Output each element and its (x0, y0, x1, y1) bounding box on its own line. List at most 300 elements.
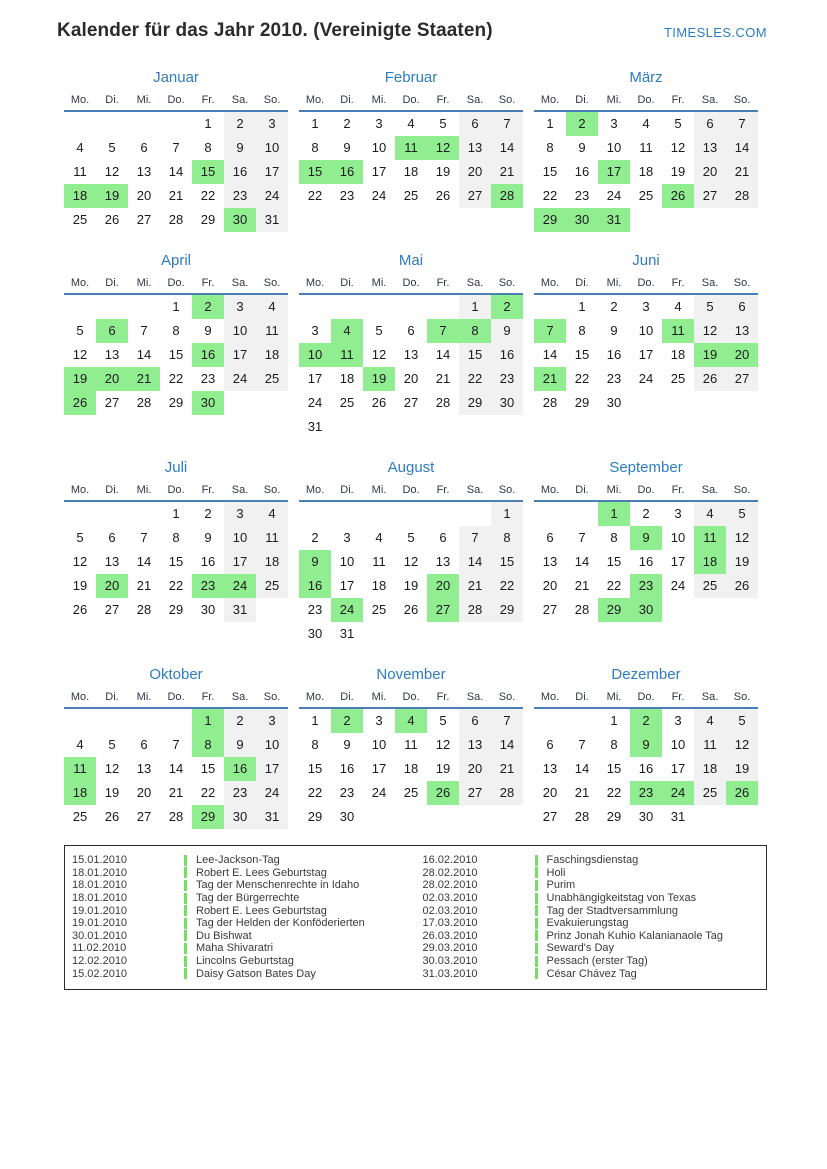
day-cell: 29 (192, 805, 224, 829)
day-cell: 27 (726, 367, 758, 391)
day-cell: 6 (546, 530, 554, 545)
day-cell: 18 (694, 757, 726, 781)
day-cell: 10 (670, 530, 686, 545)
week-row (64, 781, 288, 805)
day-cell: 25 (256, 574, 288, 598)
legend-row (416, 955, 767, 968)
day-cell: 29 (307, 809, 323, 824)
day-cell: 6 (726, 295, 758, 319)
day-cell: 19 (435, 164, 451, 179)
week-row (299, 160, 523, 184)
day-cell: 22 (307, 188, 323, 203)
day-cell: 4 (395, 709, 427, 733)
weekday-header: Mi. (136, 94, 152, 106)
day-cell: 2 (491, 295, 523, 319)
day-cell: 31 (256, 805, 288, 829)
month-title: Juni (632, 252, 660, 269)
day-cell: 7 (726, 112, 758, 136)
weekday-header: Mi. (136, 484, 152, 496)
weekday-header-row (64, 277, 288, 295)
month-calendar (534, 252, 758, 439)
legend-holiday-name: Maha Shivaratri (196, 942, 274, 955)
day-cell: 2 (331, 709, 363, 733)
day-cell: 14 (168, 761, 184, 776)
weekday-header: Fr. (436, 691, 450, 703)
weekday-header: So. (498, 277, 516, 289)
day-cell: 22 (307, 785, 323, 800)
day-cell: 5 (108, 737, 116, 752)
day-cell: 10 (339, 554, 355, 569)
day-cell: 3 (674, 713, 682, 728)
day-cell: 22 (168, 371, 184, 386)
day-cell: 8 (610, 530, 618, 545)
weekday-header: Mi. (371, 94, 387, 106)
weekday-header: Mo. (305, 277, 325, 289)
day-cell: 17 (670, 554, 686, 569)
day-cell-empty (427, 502, 459, 526)
weekday-header: Mo. (70, 277, 90, 289)
day-cell: 24 (224, 367, 256, 391)
day-cell: 3 (610, 116, 618, 131)
day-cell: 20 (96, 367, 128, 391)
day-cell: 19 (670, 164, 686, 179)
legend-holiday-name: Evakuierungstag (546, 917, 629, 930)
legend-row (65, 955, 416, 968)
day-cell: 4 (76, 140, 84, 155)
week-row (534, 733, 758, 757)
week-row (299, 781, 523, 805)
day-cell: 27 (136, 212, 152, 227)
day-cell: 23 (606, 371, 622, 386)
day-cell: 20 (542, 785, 558, 800)
day-cell: 14 (491, 733, 523, 757)
day-cell: 6 (439, 530, 447, 545)
day-cell: 30 (339, 809, 355, 824)
day-cell: 7 (491, 709, 523, 733)
day-cell: 14 (726, 136, 758, 160)
day-cell: 7 (172, 737, 180, 752)
day-cell: 11 (372, 554, 386, 569)
day-cell: 30 (630, 598, 662, 622)
day-cell: 1 (578, 299, 586, 314)
day-cell-empty (694, 391, 726, 415)
day-cell: 8 (578, 323, 586, 338)
day-cell: 4 (256, 502, 288, 526)
day-cell: 2 (204, 506, 212, 521)
day-cell: 26 (662, 184, 694, 208)
weekday-header: Do. (167, 484, 185, 496)
day-cell: 10 (224, 319, 256, 343)
day-cell: 17 (371, 761, 387, 776)
day-cell: 17 (256, 757, 288, 781)
day-cell: 9 (224, 136, 256, 160)
day-cell: 14 (435, 347, 451, 362)
week-row (299, 184, 523, 208)
day-cell: 5 (76, 530, 84, 545)
weekday-header: So. (498, 484, 516, 496)
month-calendar (534, 459, 758, 646)
day-cell-empty (160, 112, 192, 136)
holiday-marker-icon (184, 893, 187, 904)
day-cell: 16 (331, 160, 363, 184)
legend-date: 17.03.2010 (422, 917, 478, 930)
week-row (64, 367, 288, 391)
day-cell: 4 (375, 530, 383, 545)
day-cell: 29 (606, 809, 622, 824)
week-row (64, 502, 288, 526)
day-cell: 24 (662, 781, 694, 805)
week-row (534, 574, 758, 598)
day-cell: 21 (574, 785, 590, 800)
day-cell: 11 (256, 319, 288, 343)
week-row (64, 319, 288, 343)
weekday-header: Fr. (201, 277, 215, 289)
day-cell: 4 (694, 709, 726, 733)
day-cell: 2 (311, 530, 319, 545)
day-cell-empty (566, 502, 598, 526)
weekday-header: Do. (402, 277, 420, 289)
day-cell-empty (363, 622, 395, 646)
day-cell: 8 (311, 140, 319, 155)
day-cell: 7 (459, 526, 491, 550)
day-cell: 19 (64, 367, 96, 391)
day-cell: 27 (459, 184, 491, 208)
day-cell-empty (459, 622, 491, 646)
weekday-header: Di. (105, 484, 119, 496)
day-cell: 15 (200, 761, 216, 776)
day-cell-empty (96, 295, 128, 319)
day-cell: 16 (299, 574, 331, 598)
day-cell: 28 (491, 184, 523, 208)
day-cell: 10 (224, 526, 256, 550)
day-cell: 17 (339, 578, 355, 593)
day-cell: 9 (343, 737, 351, 752)
day-cell: 15 (168, 554, 184, 569)
month-title: Dezember (611, 666, 681, 683)
legend-holiday-name: Faschingsdienstag (546, 854, 639, 867)
day-cell: 16 (638, 554, 654, 569)
day-cell: 29 (200, 212, 216, 227)
day-cell: 16 (606, 347, 622, 362)
day-cell: 20 (459, 757, 491, 781)
day-cell: 7 (140, 530, 148, 545)
day-cell: 20 (694, 160, 726, 184)
month-calendar (299, 666, 523, 829)
day-cell-empty (726, 208, 758, 232)
day-cell: 8 (172, 530, 180, 545)
day-cell: 23 (224, 184, 256, 208)
day-cell: 7 (140, 323, 148, 338)
weekday-header-row (534, 691, 758, 709)
day-cell: 25 (694, 781, 726, 805)
day-cell: 18 (371, 578, 387, 593)
day-cell-empty (630, 208, 662, 232)
day-cell-empty (363, 415, 395, 439)
day-cell: 15 (459, 343, 491, 367)
legend-row (416, 867, 767, 880)
day-cell: 6 (140, 737, 148, 752)
day-cell: 15 (542, 164, 558, 179)
day-cell: 12 (72, 554, 88, 569)
week-row (299, 526, 523, 550)
day-cell: 13 (459, 136, 491, 160)
weekday-header: So. (733, 484, 751, 496)
day-cell: 23 (339, 785, 355, 800)
day-cell: 8 (172, 323, 180, 338)
day-cell: 3 (256, 112, 288, 136)
day-cell-empty (128, 112, 160, 136)
day-cell-empty (726, 391, 758, 415)
day-cell-empty (395, 622, 427, 646)
legend-holiday-name: Tag der Menschenrechte in Idaho (196, 879, 360, 892)
weekday-header-row (64, 484, 288, 502)
day-cell: 2 (630, 709, 662, 733)
day-cell: 24 (638, 371, 654, 386)
weekday-header: Sa. (701, 484, 719, 496)
day-cell: 8 (311, 737, 319, 752)
day-cell: 22 (168, 578, 184, 593)
day-cell-empty (491, 622, 523, 646)
holiday-marker-icon (184, 867, 187, 878)
week-row (64, 598, 288, 622)
weekday-header: Do. (167, 277, 185, 289)
day-cell-empty (96, 502, 128, 526)
day-cell: 1 (311, 713, 319, 728)
day-cell: 20 (96, 574, 128, 598)
day-cell: 25 (403, 188, 419, 203)
day-cell: 15 (307, 761, 323, 776)
legend-date: 18.01.2010 (72, 879, 128, 892)
day-cell: 20 (542, 578, 558, 593)
day-cell: 10 (256, 136, 288, 160)
legend-holiday-name: Purim (546, 879, 576, 892)
site-logo-link[interactable]: TIMESLES.COM (663, 25, 767, 40)
weekday-header: Do. (637, 94, 655, 106)
day-cell-empty (128, 709, 160, 733)
day-cell: 23 (200, 371, 216, 386)
legend-holiday-name: Robert E. Lees Geburtstag (196, 904, 327, 917)
legend-holiday-name: Pessach (erster Tag) (546, 955, 648, 968)
weekday-header: Di. (340, 277, 354, 289)
month-calendar (299, 252, 523, 439)
legend-row (65, 854, 416, 867)
legend-row (65, 930, 416, 943)
day-cell: 14 (491, 136, 523, 160)
weekday-header-row (534, 277, 758, 295)
day-cell: 12 (371, 347, 387, 362)
day-cell: 6 (694, 112, 726, 136)
day-cell: 4 (674, 299, 682, 314)
day-cell: 26 (104, 809, 120, 824)
weekday-header: Fr. (671, 277, 685, 289)
week-row (64, 391, 288, 415)
day-cell: 14 (136, 347, 152, 362)
week-row (299, 295, 523, 319)
legend-holiday-name: Daisy Gatson Bates Day (196, 967, 316, 980)
day-cell: 10 (638, 323, 654, 338)
day-cell-empty (726, 598, 758, 622)
month-title: Juli (164, 459, 188, 476)
day-cell: 24 (224, 574, 256, 598)
week-row (299, 415, 523, 439)
day-cell: 25 (72, 809, 88, 824)
day-cell: 23 (630, 574, 662, 598)
month-calendar (64, 459, 288, 646)
weekday-header: Fr. (671, 484, 685, 496)
legend-row (416, 942, 767, 955)
weekday-header: Di. (105, 94, 119, 106)
weekday-header: Mo. (540, 484, 560, 496)
day-cell: 1 (172, 299, 180, 314)
day-cell: 1 (204, 116, 212, 131)
day-cell: 3 (224, 295, 256, 319)
day-cell: 10 (371, 140, 387, 155)
day-cell-empty (256, 598, 288, 622)
day-cell: 29 (459, 391, 491, 415)
legend-date: 26.03.2010 (422, 929, 478, 942)
day-cell: 17 (307, 371, 323, 386)
day-cell: 4 (76, 737, 84, 752)
legend-row (65, 892, 416, 905)
legend-date: 28.02.2010 (422, 879, 478, 892)
day-cell: 12 (435, 737, 451, 752)
day-cell-empty (64, 295, 96, 319)
day-cell: 12 (104, 761, 120, 776)
weekday-header: Di. (105, 691, 119, 703)
holiday-legend (64, 845, 767, 990)
day-cell: 19 (726, 550, 758, 574)
weekday-header: Do. (167, 691, 185, 703)
day-cell-empty (694, 208, 726, 232)
holiday-marker-icon (535, 893, 538, 904)
legend-row (416, 892, 767, 905)
day-cell: 18 (64, 184, 96, 208)
weekday-header: Fr. (671, 94, 685, 106)
day-cell: 7 (491, 112, 523, 136)
weekday-header: Sa. (466, 277, 484, 289)
day-cell-empty (491, 415, 523, 439)
day-cell: 13 (104, 554, 120, 569)
day-cell-empty (395, 805, 427, 829)
day-cell: 13 (104, 347, 120, 362)
day-cell-empty (427, 295, 459, 319)
day-cell: 8 (610, 737, 618, 752)
day-cell: 18 (638, 164, 654, 179)
day-cell: 1 (311, 116, 319, 131)
week-row (299, 622, 523, 646)
weekday-header: Do. (637, 691, 655, 703)
day-cell: 11 (694, 526, 726, 550)
day-cell: 12 (670, 140, 686, 155)
day-cell: 22 (459, 367, 491, 391)
day-cell: 5 (694, 295, 726, 319)
day-cell: 25 (638, 188, 654, 203)
day-cell: 22 (574, 371, 590, 386)
week-row (299, 343, 523, 367)
day-cell: 7 (534, 319, 566, 343)
weekday-header-row (64, 691, 288, 709)
weekday-header: Mi. (371, 277, 387, 289)
week-row (534, 598, 758, 622)
day-cell: 18 (256, 550, 288, 574)
day-cell: 8 (491, 526, 523, 550)
day-cell: 18 (694, 550, 726, 574)
week-row (299, 709, 523, 733)
day-cell: 6 (459, 709, 491, 733)
week-row (299, 574, 523, 598)
day-cell: 27 (427, 598, 459, 622)
day-cell: 9 (204, 323, 212, 338)
day-cell: 2 (343, 116, 351, 131)
day-cell: 15 (299, 160, 331, 184)
weekday-header: Sa. (701, 691, 719, 703)
day-cell: 11 (639, 140, 653, 155)
weekday-header: Do. (402, 691, 420, 703)
weekday-header: Mi. (136, 691, 152, 703)
day-cell: 3 (375, 116, 383, 131)
day-cell: 13 (435, 554, 451, 569)
holiday-marker-icon (535, 956, 538, 967)
holiday-marker-icon (535, 918, 538, 929)
weekday-header: Mo. (70, 484, 90, 496)
day-cell: 30 (491, 391, 523, 415)
day-cell: 6 (546, 737, 554, 752)
legend-date: 19.01.2010 (72, 917, 128, 930)
weekday-header: Mo. (70, 94, 90, 106)
day-cell: 19 (104, 785, 120, 800)
weekday-header: Fr. (201, 691, 215, 703)
day-cell: 17 (224, 343, 256, 367)
month-title: Mai (398, 252, 424, 269)
day-cell: 22 (200, 188, 216, 203)
day-cell: 24 (307, 395, 323, 410)
day-cell: 12 (726, 526, 758, 550)
day-cell: 10 (256, 733, 288, 757)
day-cell: 14 (136, 554, 152, 569)
week-row (64, 208, 288, 232)
month-title: November (376, 666, 446, 683)
day-cell: 11 (662, 319, 694, 343)
week-row (299, 502, 523, 526)
day-cell: 3 (375, 713, 383, 728)
weekday-header: Sa. (231, 94, 249, 106)
day-cell: 9 (204, 530, 212, 545)
day-cell: 30 (307, 626, 323, 641)
day-cell: 21 (168, 188, 184, 203)
holiday-marker-icon (184, 930, 187, 941)
day-cell: 13 (694, 136, 726, 160)
holiday-marker-icon (535, 880, 538, 891)
day-cell: 23 (574, 188, 590, 203)
legend-column-left (65, 854, 416, 980)
day-cell: 21 (574, 578, 590, 593)
day-cell-empty (331, 415, 363, 439)
day-cell: 15 (606, 761, 622, 776)
week-row (299, 136, 523, 160)
day-cell: 30 (224, 805, 256, 829)
day-cell: 7 (172, 140, 180, 155)
day-cell: 20 (136, 188, 152, 203)
weekday-header: Sa. (231, 277, 249, 289)
day-cell: 10 (299, 343, 331, 367)
day-cell: 19 (96, 184, 128, 208)
day-cell: 28 (459, 598, 491, 622)
day-cell: 4 (331, 319, 363, 343)
week-row (299, 757, 523, 781)
week-row (64, 805, 288, 829)
day-cell: 9 (630, 526, 662, 550)
day-cell: 6 (459, 112, 491, 136)
